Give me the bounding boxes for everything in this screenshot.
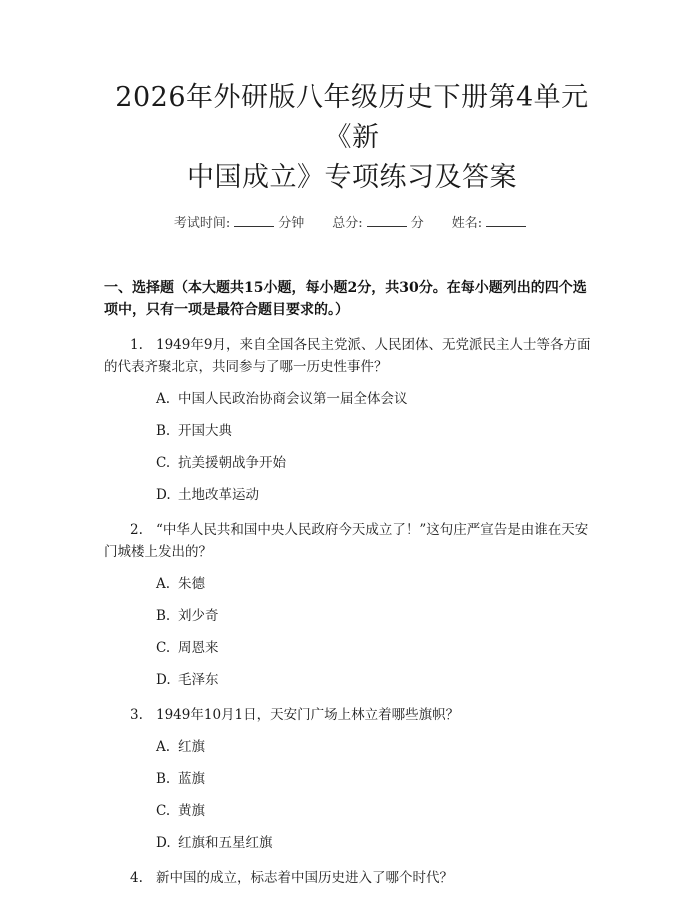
question-4 [104, 867, 600, 889]
question-text: “中华人民共和国中央人民政府今天成立了！”这句庄严宣告是由谁在天安门城楼上发出的？ [104, 522, 589, 560]
option-letter: A. [156, 576, 171, 592]
exam-name [452, 212, 530, 231]
option-a[interactable] [156, 736, 600, 758]
option-letter: D. [156, 835, 171, 851]
exam-time-label: 考试时间: [173, 216, 231, 231]
option-letter: B. [156, 771, 171, 787]
question-number: 4. [130, 870, 143, 886]
exam-score-label: 总分: [332, 216, 363, 231]
option-d[interactable] [156, 669, 600, 691]
exam-time [174, 212, 304, 231]
question-3 [104, 704, 600, 726]
option-text: 周恩来 [178, 640, 219, 656]
option-b[interactable] [156, 605, 600, 627]
exam-score-blank[interactable] [367, 214, 407, 227]
option-text: 红旗和五星红旗 [178, 835, 273, 851]
option-text: 红旗 [178, 739, 205, 755]
option-c[interactable] [156, 637, 600, 659]
question-text: 新中国的成立，标志着中国历史进入了哪个时代？ [156, 870, 453, 886]
exam-score [332, 212, 423, 231]
option-a[interactable] [156, 573, 600, 595]
section-heading [104, 277, 600, 321]
option-a[interactable] [156, 388, 600, 410]
option-text: 朱德 [178, 576, 205, 592]
option-text: 刘少奇 [178, 608, 219, 624]
question-number: 3. [130, 707, 143, 723]
option-d[interactable] [156, 832, 600, 854]
question-text: 1949年9月，来自全国各民主党派、人民团体、无党派民主人士等各方面的代表齐聚北京，共同参与了哪一历史性事件？ [104, 337, 591, 375]
option-letter: A. [156, 739, 171, 755]
exam-time-unit: 分钟 [278, 216, 305, 231]
option-b[interactable] [156, 768, 600, 790]
exam-meta [104, 212, 600, 231]
option-letter: C. [156, 640, 171, 656]
question-3-options [156, 736, 600, 854]
option-c[interactable] [156, 800, 600, 822]
option-text: 土地改革运动 [178, 487, 259, 503]
title-line-1: 2026年外研版八年级历史下册第4单元《新 [115, 82, 589, 153]
exam-time-blank[interactable] [234, 214, 274, 227]
exam-name-blank[interactable] [486, 214, 526, 227]
document-title [104, 78, 600, 198]
option-letter: B. [156, 423, 171, 439]
option-letter: A. [156, 391, 171, 407]
question-number: 1. [130, 337, 143, 353]
option-letter: D. [156, 487, 171, 503]
option-letter: D. [156, 672, 171, 688]
section-heading-line-1: 一、选择题（本大题共15小题，每小题2分，共30分。在每小题列出的四个选 [104, 280, 587, 296]
option-text: 毛泽东 [178, 672, 219, 688]
option-d[interactable] [156, 484, 600, 506]
question-2-options [156, 573, 600, 691]
option-b[interactable] [156, 420, 600, 442]
question-2 [104, 519, 600, 563]
question-text: 1949年10月1日，天安门广场上林立着哪些旗帜？ [156, 707, 460, 723]
exam-name-label: 姓名: [451, 216, 483, 231]
option-text: 黄旗 [178, 803, 205, 819]
title-line-2: 中国成立》专项练习及答案 [187, 162, 517, 193]
option-letter: C. [156, 803, 171, 819]
option-letter: C. [156, 455, 171, 471]
question-number: 2. [130, 522, 143, 538]
option-text: 开国大典 [178, 423, 232, 439]
exam-score-unit: 分 [410, 216, 424, 231]
option-letter: B. [156, 608, 171, 624]
option-c[interactable] [156, 452, 600, 474]
option-text: 抗美援朝战争开始 [178, 455, 286, 471]
option-text: 蓝旗 [178, 771, 205, 787]
question-1-options [156, 388, 600, 506]
section-heading-line-2: 项中，只有一项是最符合题目要求的。） [104, 302, 349, 318]
question-1 [104, 334, 600, 378]
option-text: 中国人民政治协商会议第一届全体会议 [178, 391, 408, 407]
